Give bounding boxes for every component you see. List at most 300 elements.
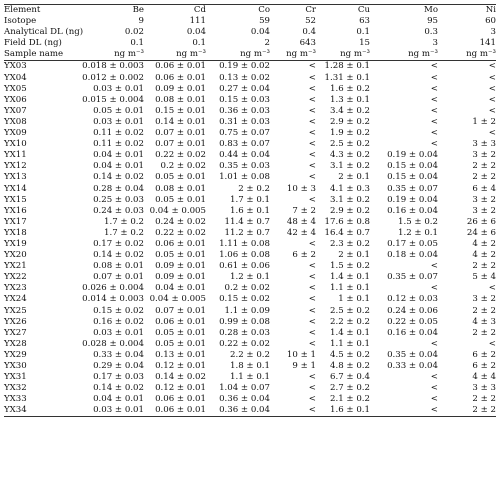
header-cell: 0.1 — [130, 38, 144, 49]
value-cell: < — [308, 294, 316, 305]
value-cell: 0.33 ± 0.04 — [387, 361, 438, 371]
header-row — [4, 16, 496, 27]
value-cell: < — [488, 338, 496, 349]
table-row — [4, 150, 496, 161]
value-cell: 1.1 ± 0.1 — [330, 283, 370, 294]
sample-name-cell: YX26 — [4, 316, 27, 327]
value-cell: 0.028 ± 0.004 — [82, 338, 144, 349]
value-cell: 0.12 ± 0.03 — [387, 294, 438, 305]
value-cell: 0.83 ± 0.07 — [219, 139, 270, 150]
header-cell: ng m⁻³ — [206, 49, 270, 61]
value-cell: < — [308, 72, 316, 83]
value-cell: 4.3 ± 0.2 — [330, 150, 370, 161]
sample-name-cell: YX16 — [4, 205, 27, 216]
value-cell: 2 ± 0.2 — [238, 183, 270, 194]
header-cell: Cd — [144, 5, 206, 17]
header-cell: 0.04 — [250, 27, 270, 38]
value-cell: 2.2 ± 0.2 — [330, 316, 370, 327]
value-cell: < — [488, 61, 496, 72]
table-row — [4, 195, 496, 206]
table-row — [4, 361, 496, 372]
value-cell: 0.06 ± 0.01 — [155, 72, 206, 83]
value-cell: 0.31 ± 0.03 — [219, 116, 270, 127]
sample-name-cell: YX23 — [4, 283, 27, 294]
value-cell: 0.35 ± 0.03 — [219, 161, 270, 172]
header-label: Field DL (ng) — [4, 38, 62, 49]
value-cell: 0.15 ± 0.03 — [219, 94, 270, 105]
value-cell: 0.28 ± 0.04 — [93, 183, 144, 194]
value-cell: 0.06 ± 0.01 — [155, 61, 206, 72]
value-cell: 0.05 ± 0.01 — [155, 250, 206, 261]
value-cell: 6 ± 2 — [472, 349, 496, 360]
value-cell: 0.09 ± 0.01 — [155, 261, 206, 272]
value-cell: 0.04 ± 0.01 — [155, 283, 206, 294]
element-concentration-table — [4, 4, 496, 417]
header-row — [4, 38, 496, 49]
table-row — [4, 350, 496, 361]
table-row — [4, 106, 496, 117]
value-cell: 0.015 ± 0.004 — [82, 94, 144, 105]
header-cell: 643 — [299, 38, 316, 49]
value-cell: 26 ± 6 — [466, 216, 496, 227]
value-cell: 2 ± 0.1 — [338, 172, 370, 183]
header-cell: ng m⁻³ — [80, 49, 144, 61]
value-cell: 2.2 ± 0.2 — [230, 349, 270, 360]
value-cell: 2.7 ± 0.2 — [330, 383, 370, 394]
header-cell: Co — [206, 5, 270, 17]
value-cell: 2.5 ± 0.2 — [330, 305, 370, 316]
value-cell: < — [308, 316, 316, 327]
value-cell: 0.03 ± 0.01 — [93, 83, 144, 94]
value-cell: 0.29 ± 0.04 — [93, 361, 144, 371]
header-row — [4, 5, 496, 17]
value-cell: 0.35 ± 0.07 — [387, 272, 438, 283]
table-row — [4, 239, 496, 250]
value-cell: 1.6 ± 0.1 — [230, 205, 270, 216]
value-cell: < — [488, 94, 496, 105]
value-cell: 2 ± 2 — [438, 405, 496, 417]
value-cell: 0.22 ± 0.02 — [155, 227, 206, 238]
value-cell: 0.35 ± 0.07 — [387, 183, 438, 194]
value-cell: 0.06 ± 0.01 — [144, 405, 206, 417]
value-cell: 0.13 ± 0.01 — [155, 349, 206, 360]
header-cell: ng m⁻³ — [316, 49, 370, 61]
value-cell: 0.012 ± 0.002 — [82, 72, 144, 83]
value-cell: 1.31 ± 0.1 — [324, 72, 370, 83]
value-cell: 0.018 ± 0.003 — [82, 61, 144, 72]
value-cell: 11.4 ± 0.7 — [224, 216, 270, 227]
value-cell: < — [308, 372, 316, 383]
value-cell: 0.14 ± 0.02 — [93, 250, 144, 261]
value-cell: 4 ± 2 — [472, 238, 496, 249]
value-cell: 1.5 ± 0.2 — [330, 261, 370, 272]
sample-name-cell: YX30 — [4, 361, 27, 371]
value-cell: 0.24 ± 0.03 — [93, 205, 144, 216]
value-cell: 0.25 ± 0.03 — [93, 194, 144, 205]
header-cell: 0.1 — [356, 27, 370, 38]
value-cell: 0.2 ± 0.02 — [160, 161, 206, 172]
value-cell: 0.014 ± 0.003 — [82, 294, 144, 305]
table-row — [4, 250, 496, 261]
sample-name-cell: YX04 — [4, 72, 27, 83]
value-cell: 0.19 ± 0.04 — [387, 150, 438, 161]
table-row — [4, 339, 496, 350]
value-cell: 1.4 ± 0.1 — [330, 327, 370, 338]
value-cell: < — [430, 372, 438, 383]
table-row — [4, 317, 496, 328]
value-cell: < — [308, 305, 316, 316]
table-row — [4, 184, 496, 195]
value-cell: 4 ± 3 — [472, 316, 496, 327]
sample-name-cell: YX10 — [4, 139, 27, 150]
table-row — [4, 139, 496, 150]
value-cell: < — [270, 405, 316, 417]
sample-name-cell: YX09 — [4, 128, 27, 139]
value-cell: 0.06 ± 0.01 — [155, 316, 206, 327]
value-cell: 0.05 ± 0.01 — [155, 338, 206, 349]
sample-name-cell: YX34 — [4, 405, 80, 417]
value-cell: < — [430, 72, 438, 83]
value-cell: < — [308, 94, 316, 105]
value-cell: 0.17 ± 0.03 — [93, 372, 144, 383]
value-cell: < — [308, 394, 316, 405]
header-cell: 0.04 — [186, 27, 206, 38]
value-cell: 0.14 ± 0.01 — [155, 116, 206, 127]
value-cell: < — [308, 161, 316, 172]
value-cell: < — [308, 139, 316, 150]
value-cell: < — [308, 194, 316, 205]
header-cell: 0.4 — [302, 27, 316, 38]
value-cell: 0.05 ± 0.01 — [155, 194, 206, 205]
value-cell: 0.05 ± 0.01 — [155, 327, 206, 338]
value-cell: 1.7 ± 0.2 — [104, 216, 144, 227]
value-cell: 9 ± 1 — [292, 361, 316, 371]
value-cell: 1.04 ± 0.07 — [219, 383, 270, 394]
value-cell: 1.6 ± 0.2 — [330, 83, 370, 94]
header-label: Sample name — [4, 49, 80, 61]
value-cell: 4 ± 2 — [472, 250, 496, 261]
value-cell: 0.36 ± 0.04 — [219, 394, 270, 405]
value-cell: 0.07 ± 0.01 — [155, 128, 206, 139]
sample-name-cell: YX11 — [4, 150, 27, 161]
value-cell: 0.16 ± 0.04 — [387, 327, 438, 338]
value-cell: 3 ± 2 — [472, 150, 496, 161]
value-cell: 0.15 ± 0.02 — [93, 305, 144, 316]
value-cell: < — [430, 394, 438, 405]
value-cell: 0.04 ± 0.01 — [93, 394, 144, 405]
value-cell: < — [430, 116, 438, 127]
value-cell: 1.9 ± 0.2 — [330, 128, 370, 139]
value-cell: 3 ± 2 — [472, 205, 496, 216]
value-cell: 0.06 ± 0.01 — [155, 238, 206, 249]
value-cell: 0.61 ± 0.06 — [219, 261, 270, 272]
header-cell: ng m⁻³ — [270, 49, 316, 61]
value-cell: 0.07 ± 0.01 — [155, 139, 206, 150]
header-label: Element — [4, 5, 80, 17]
value-cell: 0.03 ± 0.01 — [80, 405, 144, 417]
value-cell: 2 ± 2 — [472, 305, 496, 316]
value-cell: 1.11 ± 0.08 — [219, 238, 270, 249]
value-cell: < — [488, 105, 496, 116]
header-cell: 59 — [259, 16, 270, 27]
value-cell: 0.05 ± 0.01 — [93, 105, 144, 116]
value-cell: 0.99 ± 0.08 — [219, 316, 270, 327]
value-cell: 2 ± 0.1 — [338, 250, 370, 261]
value-cell: 0.07 ± 0.01 — [93, 272, 144, 283]
value-cell: 0.08 ± 0.01 — [155, 94, 206, 105]
value-cell: 0.24 ± 0.02 — [155, 216, 206, 227]
value-cell: 1.4 ± 0.1 — [330, 272, 370, 283]
value-cell: < — [370, 405, 438, 417]
value-cell: 6 ± 2 — [472, 361, 496, 371]
value-cell: < — [308, 128, 316, 139]
table-row — [4, 272, 496, 283]
value-cell: 0.15 ± 0.02 — [219, 294, 270, 305]
sample-name-cell: YX22 — [4, 272, 27, 283]
sample-name-cell: YX27 — [4, 327, 27, 338]
header-cell: 52 — [305, 16, 316, 27]
header-row — [4, 27, 496, 38]
table-row — [4, 84, 496, 95]
table-row — [4, 383, 496, 394]
value-cell: 6.7 ± 0.4 — [330, 372, 370, 383]
value-cell: 16.4 ± 0.7 — [324, 227, 370, 238]
value-cell: < — [430, 338, 438, 349]
value-cell: < — [308, 116, 316, 127]
value-cell: 3.1 ± 0.2 — [330, 194, 370, 205]
table-row — [4, 294, 496, 305]
value-cell: 0.44 ± 0.04 — [219, 150, 270, 161]
value-cell: < — [308, 61, 316, 72]
value-cell: 0.04 ± 0.01 — [93, 161, 144, 172]
value-cell: < — [308, 327, 316, 338]
value-cell: 1.2 ± 0.1 — [230, 272, 270, 283]
value-cell: 0.27 ± 0.04 — [219, 83, 270, 94]
value-cell: 0.36 ± 0.04 — [206, 405, 270, 417]
value-cell: < — [308, 238, 316, 249]
value-cell: < — [488, 283, 496, 294]
sample-name-cell: YX25 — [4, 305, 27, 316]
value-cell: 0.09 ± 0.01 — [155, 83, 206, 94]
header-cell: ng m⁻³ — [438, 49, 496, 61]
value-cell: 2 ± 2 — [472, 172, 496, 183]
header-cell: 141 — [479, 38, 496, 49]
header-cell: 60 — [485, 16, 496, 27]
value-cell: 0.33 ± 0.04 — [93, 349, 144, 360]
value-cell: 2.9 ± 0.2 — [330, 205, 370, 216]
value-cell: 1.7 ± 0.1 — [230, 194, 270, 205]
value-cell: 2 ± 2 — [472, 261, 496, 272]
header-label: Isotope — [4, 16, 37, 27]
value-cell: < — [488, 128, 496, 139]
value-cell: 0.18 ± 0.04 — [387, 250, 438, 261]
table-row — [4, 95, 496, 106]
sample-name-cell: YX28 — [4, 338, 27, 349]
value-cell: 1.6 ± 0.1 — [316, 405, 370, 417]
value-cell: 5 ± 4 — [472, 272, 496, 283]
value-cell: 2 ± 2 — [472, 394, 496, 405]
value-cell: 2.9 ± 0.2 — [330, 116, 370, 127]
value-cell: 0.19 ± 0.02 — [219, 61, 270, 72]
table-row — [4, 261, 496, 272]
sample-name-cell: YX08 — [4, 116, 27, 127]
value-cell: 1 ± 2 — [472, 116, 496, 127]
value-cell: 0.14 ± 0.02 — [93, 172, 144, 183]
table-row — [4, 206, 496, 217]
value-cell: 4.1 ± 0.3 — [330, 183, 370, 194]
sample-name-cell: YX29 — [4, 349, 27, 360]
value-cell: 0.12 ± 0.01 — [155, 383, 206, 394]
header-cell: 63 — [359, 16, 370, 27]
value-cell: 0.04 ± 0.005 — [149, 205, 206, 216]
value-cell: 0.2 ± 0.02 — [224, 283, 270, 294]
value-cell: 0.03 ± 0.01 — [93, 327, 144, 338]
sample-name-cell: YX24 — [4, 294, 27, 305]
value-cell: < — [488, 83, 496, 94]
table-row — [4, 394, 496, 405]
value-cell: 1.1 ± 0.1 — [230, 372, 270, 383]
header-cell: Ni — [438, 5, 496, 17]
header-cell: 0.3 — [424, 27, 438, 38]
header-cell: Cr — [270, 5, 316, 17]
value-cell: 0.14 ± 0.02 — [155, 372, 206, 383]
value-cell: < — [430, 128, 438, 139]
value-cell: 3.1 ± 0.2 — [330, 161, 370, 172]
value-cell: 1.01 ± 0.08 — [219, 172, 270, 183]
value-cell: 3 ± 3 — [472, 383, 496, 394]
table-row — [4, 61, 496, 73]
header-cell: 2 — [264, 38, 270, 49]
value-cell: 1.2 ± 0.1 — [398, 227, 438, 238]
value-cell: < — [308, 172, 316, 183]
value-cell: 0.13 ± 0.02 — [219, 72, 270, 83]
value-cell: 0.03 ± 0.01 — [93, 116, 144, 127]
value-cell: 1.06 ± 0.08 — [219, 250, 270, 261]
value-cell: 3.4 ± 0.2 — [330, 105, 370, 116]
value-cell: 0.15 ± 0.01 — [155, 105, 206, 116]
value-cell: 10 ± 3 — [286, 183, 316, 194]
value-cell: 3 ± 2 — [472, 194, 496, 205]
value-cell: 0.24 ± 0.06 — [387, 305, 438, 316]
value-cell: < — [430, 94, 438, 105]
value-cell: 4.8 ± 0.2 — [330, 361, 370, 371]
value-cell: 1.5 ± 0.2 — [398, 216, 438, 227]
table-row — [4, 228, 496, 239]
value-cell: 0.09 ± 0.01 — [155, 272, 206, 283]
value-cell: 11.2 ± 0.7 — [224, 227, 270, 238]
value-cell: 0.15 ± 0.04 — [387, 161, 438, 172]
value-cell: 0.05 ± 0.01 — [155, 172, 206, 183]
value-cell: 2.3 ± 0.2 — [330, 238, 370, 249]
value-cell: 0.36 ± 0.03 — [219, 105, 270, 116]
value-cell: < — [308, 283, 316, 294]
value-cell: 1 ± 0.1 — [338, 294, 370, 305]
value-cell: 4.5 ± 0.2 — [330, 349, 370, 360]
value-cell: 0.12 ± 0.01 — [155, 361, 206, 371]
value-cell: 42 ± 4 — [286, 227, 316, 238]
value-cell: 0.08 ± 0.01 — [93, 261, 144, 272]
table-header — [4, 5, 496, 61]
table-row — [4, 172, 496, 183]
value-cell: 2 ± 2 — [472, 161, 496, 172]
header-cell: 3 — [432, 38, 438, 49]
sample-name-cell: YX14 — [4, 183, 27, 194]
value-cell: 10 ± 1 — [286, 349, 316, 360]
value-cell: 2.1 ± 0.2 — [330, 394, 370, 405]
table-row — [4, 328, 496, 339]
value-cell: 0.19 ± 0.04 — [387, 194, 438, 205]
value-cell: < — [430, 61, 438, 72]
value-cell: < — [308, 150, 316, 161]
sample-name-cell: YX32 — [4, 383, 27, 394]
table-row — [4, 128, 496, 139]
value-cell: 0.22 ± 0.02 — [219, 338, 270, 349]
table-row — [4, 306, 496, 317]
header-cell: 15 — [359, 38, 370, 49]
table-row — [4, 117, 496, 128]
value-cell: 24 ± 6 — [466, 227, 496, 238]
value-cell: < — [308, 83, 316, 94]
header-cell: 0.1 — [192, 38, 206, 49]
value-cell: 0.22 ± 0.02 — [155, 150, 206, 161]
sample-name-cell: YX19 — [4, 238, 27, 249]
table-row — [4, 217, 496, 228]
value-cell: 0.16 ± 0.02 — [93, 316, 144, 327]
value-cell: 0.04 ± 0.005 — [149, 294, 206, 305]
value-cell: < — [308, 105, 316, 116]
header-row — [4, 49, 496, 61]
value-cell: 1.3 ± 0.1 — [330, 94, 370, 105]
value-cell: 0.04 ± 0.01 — [93, 150, 144, 161]
value-cell: 0.16 ± 0.04 — [387, 205, 438, 216]
header-cell: 9 — [138, 16, 144, 27]
value-cell: 6 ± 4 — [472, 183, 496, 194]
sample-name-cell: YX15 — [4, 194, 27, 205]
header-cell: Cu — [316, 5, 370, 17]
sample-name-cell: YX31 — [4, 372, 27, 383]
sample-name-cell: YX18 — [4, 227, 27, 238]
value-cell: 1.28 ± 0.1 — [324, 61, 370, 72]
table-row — [4, 283, 496, 294]
value-cell: 0.11 ± 0.02 — [93, 139, 144, 150]
sample-name-cell: YX12 — [4, 161, 27, 172]
value-cell: 0.28 ± 0.03 — [219, 327, 270, 338]
sample-name-cell: YX13 — [4, 172, 27, 183]
header-cell: Mo — [370, 5, 438, 17]
value-cell: 6 ± 2 — [292, 250, 316, 261]
value-cell: 7 ± 2 — [292, 205, 316, 216]
table-row — [4, 73, 496, 84]
value-cell: 4 ± 4 — [472, 372, 496, 383]
header-cell: ng m⁻³ — [144, 49, 206, 61]
value-cell: 1.1 ± 0.1 — [330, 338, 370, 349]
value-cell: 1.8 ± 0.1 — [230, 361, 270, 371]
value-cell: 0.11 ± 0.02 — [93, 128, 144, 139]
value-cell: < — [430, 105, 438, 116]
value-cell: 0.17 ± 0.05 — [387, 238, 438, 249]
value-cell: 0.75 ± 0.07 — [219, 128, 270, 139]
value-cell: 1.7 ± 0.2 — [104, 227, 144, 238]
value-cell: 0.07 ± 0.01 — [155, 305, 206, 316]
value-cell: 0.17 ± 0.02 — [93, 238, 144, 249]
table-row — [4, 161, 496, 172]
value-cell: 0.08 ± 0.01 — [155, 183, 206, 194]
value-cell: < — [488, 72, 496, 83]
sample-name-cell: YX20 — [4, 250, 27, 261]
value-cell: < — [430, 139, 438, 150]
value-cell: 48 ± 4 — [286, 216, 316, 227]
value-cell: 0.35 ± 0.04 — [387, 349, 438, 360]
